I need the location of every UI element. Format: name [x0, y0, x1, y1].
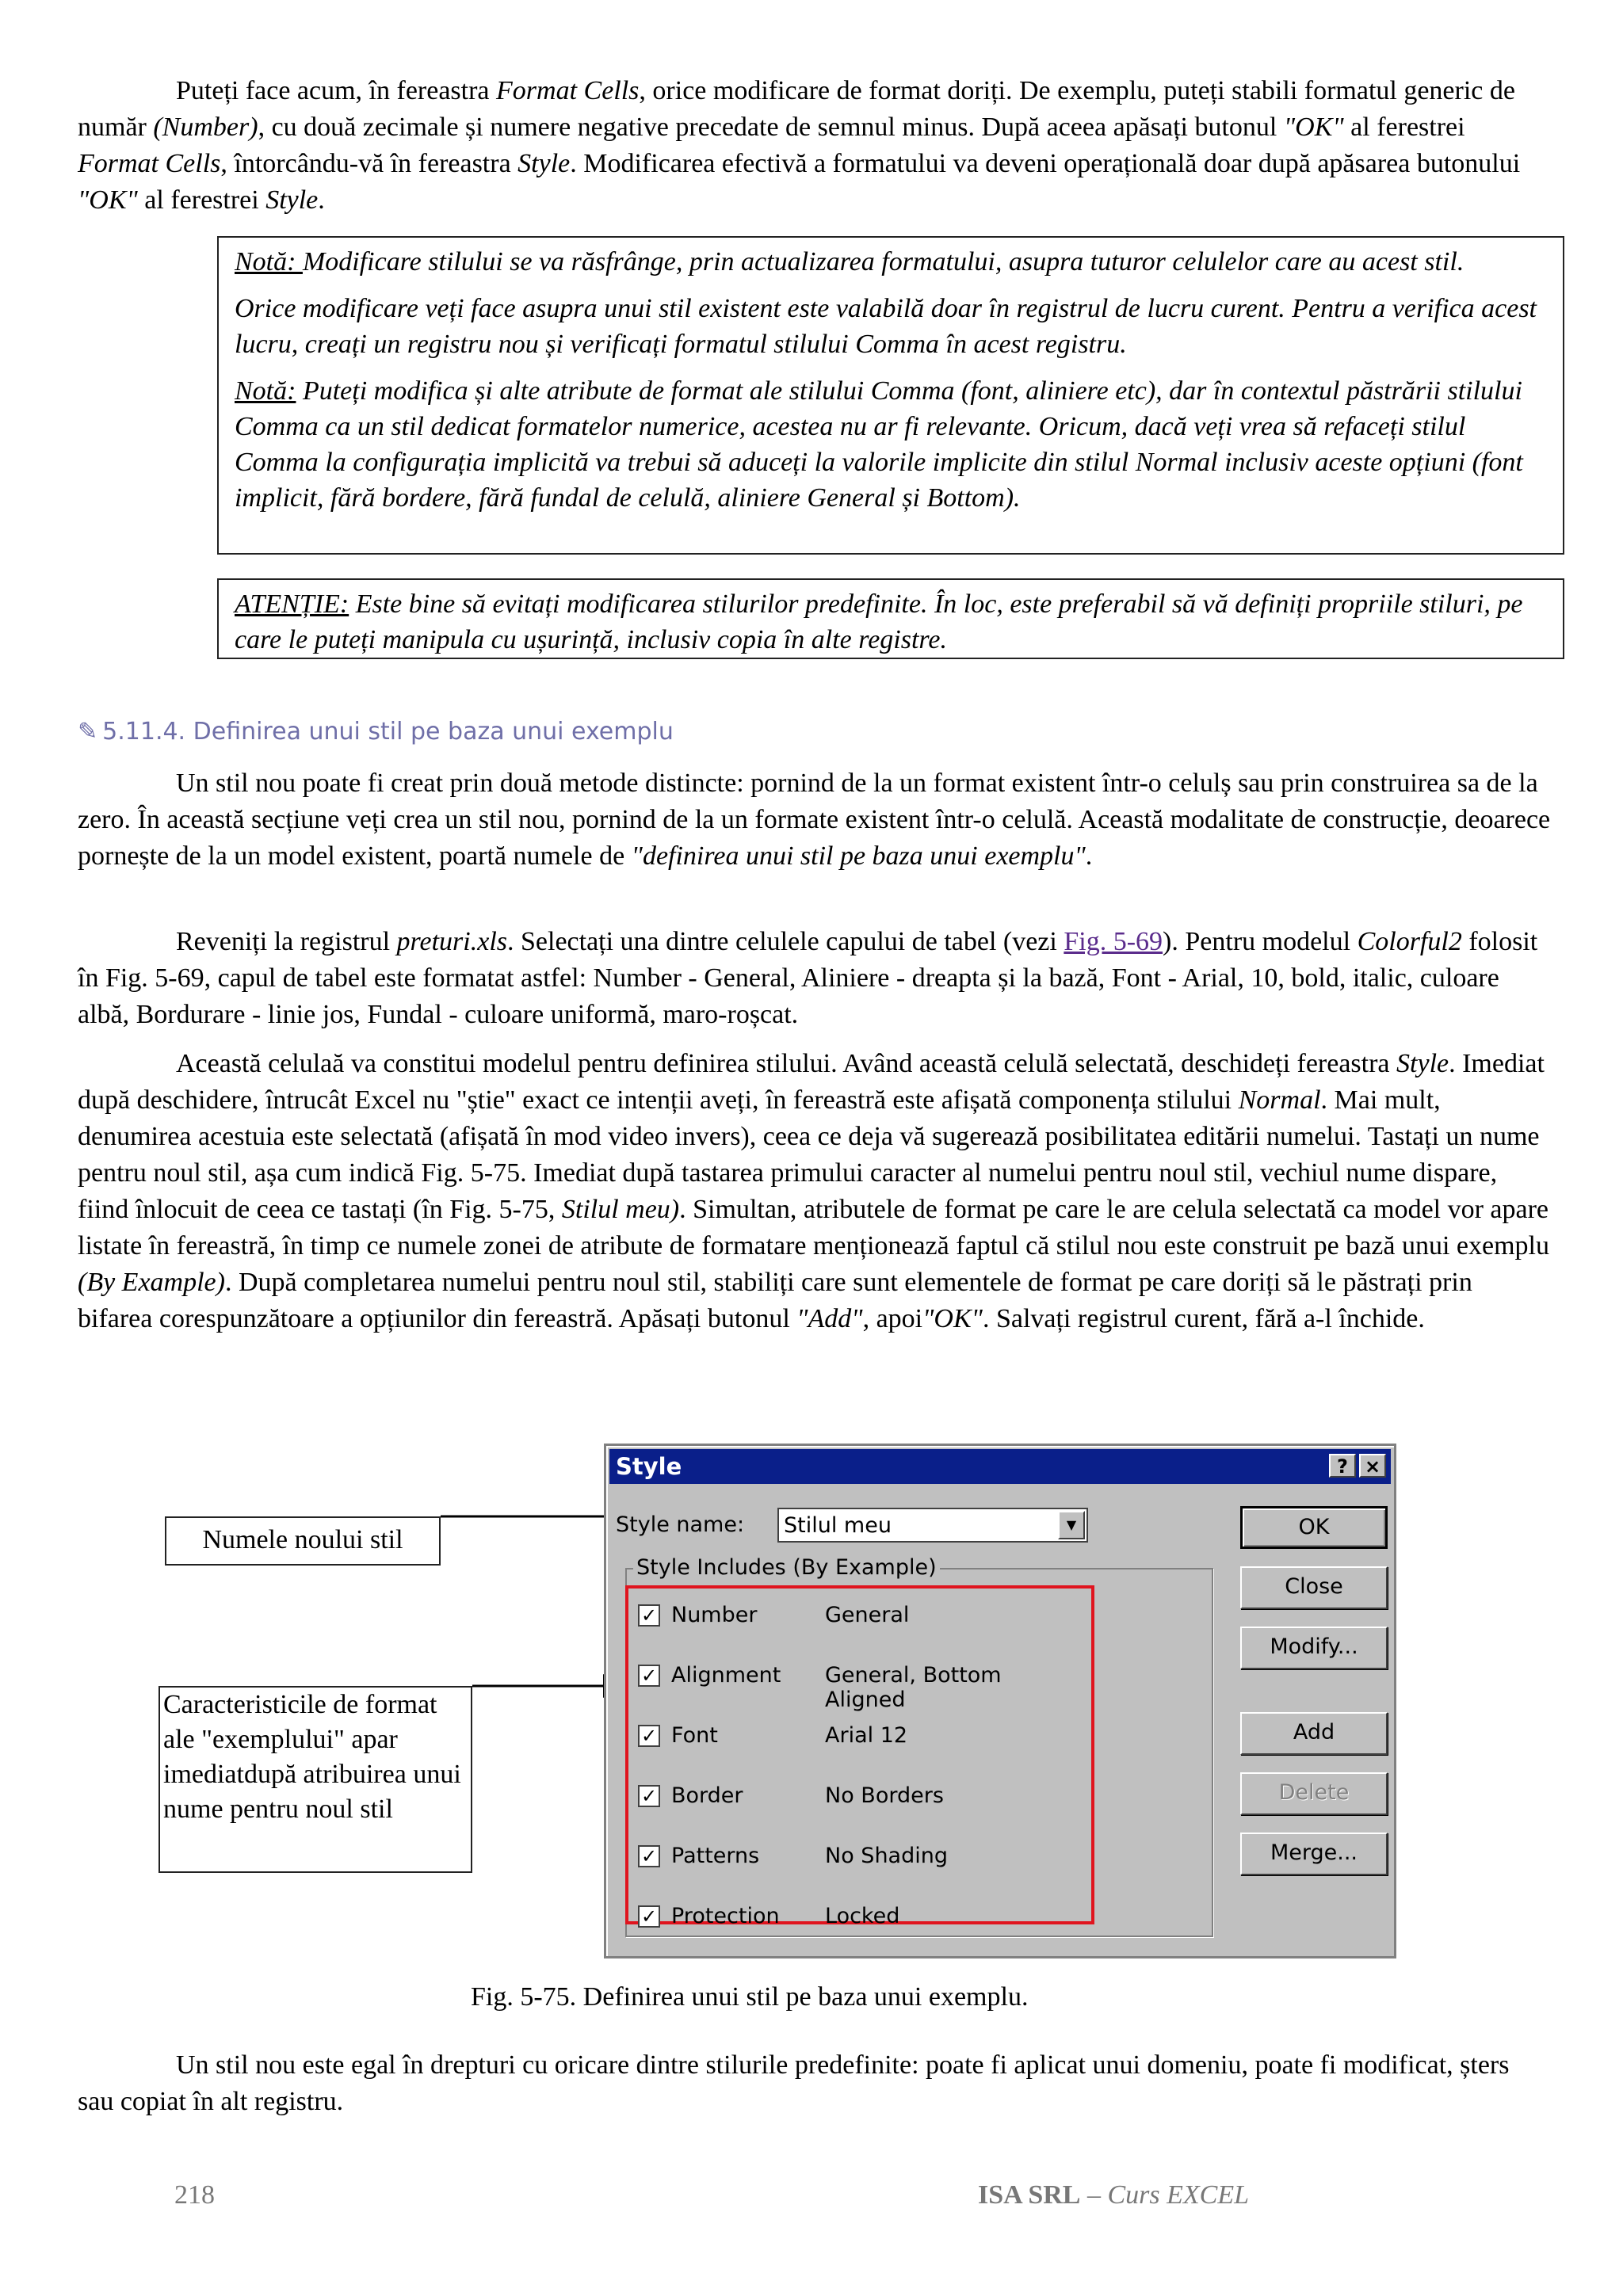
note-label: Notă:: [235, 376, 296, 406]
text-run: al ferestrei: [137, 185, 266, 215]
option-label: Protection: [671, 1904, 780, 1928]
help-button[interactable]: ?: [1329, 1454, 1356, 1478]
text-run: "Add": [796, 1304, 863, 1333]
text-run: , întorcându-vă în fereastra: [220, 149, 518, 178]
text-run: .: [1085, 841, 1093, 871]
text-run: , cu două zecimale și numere negative precedate de semnul minus. După aceea apăsați butonul: [258, 113, 1284, 142]
note-label: Notă:: [235, 247, 303, 277]
text-run: Un stil nou poate fi creat prin două metode distincte: pornind de la un format existent într-o celulș sau prin construirea sa de la zero. În această secțiune veți crea un stil nou, pornind de la un formate existent într-o celulă. Această modalitate de construcție, deoarece pornește de la un model existent, poartă numele de: [78, 769, 1551, 871]
text-run: . Simultan, atributele de format pe care le are celula selectată ca model vor apare listate în fereastră, în timp ce numele zonei de atribute de formatare menționează faptul că stilul nou este construit pe bază unui exemplu: [78, 1195, 1550, 1261]
text-run: , apoi: [862, 1304, 923, 1333]
text-run: folosit în Fig. 5-69, capul de tabel este formatat astfel: Number - General, Aliniere - dreapta și la bază, Font - Arial, 10, bold, italic, culoare albă, Bordurare - linie jos, Fundal - culoare uniformă, maro-roșcat.: [78, 927, 1538, 1029]
text-run: Style: [265, 185, 319, 215]
style-name-combobox[interactable]: [777, 1508, 1088, 1543]
checkbox-checked-icon[interactable]: ✓: [638, 1905, 660, 1928]
section-heading-text: 5.11.4. Definirea unui stil pe baza unui exemplu: [102, 718, 674, 746]
warning-label: ATENȚIE:: [235, 589, 349, 619]
text-run: (By Example): [78, 1268, 225, 1297]
text-run: . Selectați una dintre celulele capului de tabel (vezi: [507, 927, 1064, 956]
option-alignment[interactable]: [638, 1661, 1082, 1712]
note-text: Modificare stilului se va răsfrânge, prin actualizarea formatului, asupra tuturor celulelor care au acest stil.: [302, 247, 1465, 277]
option-value: No Borders: [825, 1783, 944, 1808]
text-run: Normal: [1238, 1085, 1321, 1115]
checkbox-checked-icon[interactable]: ✓: [638, 1725, 660, 1747]
text-run: Format Cells: [496, 76, 640, 105]
text-run: ). Pentru modelul: [1163, 927, 1358, 956]
text-run: "OK": [1283, 113, 1344, 142]
text-run: . Salvați registrul curent, fără a-l închide.: [982, 1304, 1425, 1333]
option-label: Font: [671, 1723, 718, 1748]
text-run: Stilul meu): [561, 1195, 680, 1224]
note-text: Puteți modifica și alte atribute de format ale stilului Comma (font, aliniere etc), dar în contextul păstrării stilului Comma ca un stil dedicat formatelor numerice, acestea nu ar fi relevante. Oricum, dacă veți vrea să refaceți stilul Comma la configurația implicită va trebui să aduceți la valorile implicite din stilul Normal inclusiv aceste opțiuni (font implicit, fără bordere, fără fundal de celulă, aliniere General și Bottom).: [235, 376, 1523, 513]
warning-body: Este bine să evitați modificarea stilurilor predefinite. În loc, este preferabil să vă definiți propriile stiluri, pe care le puteți manipula cu ușurință, inclusiv copia în alte registre.: [235, 589, 1523, 654]
delete-button: Delete: [1240, 1772, 1388, 1815]
option-border[interactable]: [638, 1782, 1082, 1814]
text-run: Reveniți la registrul: [176, 927, 397, 956]
option-value: General: [825, 1603, 910, 1627]
chevron-down-icon[interactable]: ▼: [1058, 1511, 1085, 1539]
figure-caption: Fig. 5-75. Definirea unui stil pe baza unui exemplu.: [471, 1982, 1029, 2012]
callout-text: Caracteristicile de format ale "exemplului" apar imediatdupă atribuirea unui nume pentru noul stil: [163, 1690, 461, 1824]
footer-course: – Curs EXCEL: [1080, 2180, 1250, 2210]
text-run: , orice modificare de format doriți. De exemplu, puteți stabili formatul generic de număr: [78, 76, 1515, 142]
text-run: . Modificarea efectivă a formatului va deveni operațională doar după apăsarea butonului: [570, 149, 1521, 178]
checkbox-checked-icon[interactable]: ✓: [638, 1845, 660, 1867]
option-label: Number: [671, 1603, 758, 1627]
text-run: Puteți face acum, în fereastra: [176, 76, 497, 105]
text-run: Colorful2: [1357, 927, 1462, 956]
text-run: . Imediat după deschidere, întrucât Excel nu "știe" exact ce intenții aveți, în fereastră este afișată componența stilului: [78, 1049, 1545, 1115]
style-name-label: Style name:: [616, 1512, 745, 1537]
text-run: "OK": [78, 185, 138, 215]
add-button[interactable]: Add: [1240, 1712, 1388, 1755]
figure-link[interactable]: Fig. 5-69: [1064, 927, 1163, 956]
text-run: . Mai mult, denumirea acestuia este selectată (afișată în mod video invers), ceea ce deja vă sugerează posibilitatea editării numelui. Tastați un nume pentru noul stil, așa cum indică Fig. 5-75. Imediat după tastarea primului caracter al numelui pentru noul stil, vechiul nume dispare, fiind înlocuit de ceea ce tastați (în Fig. 5-75,: [78, 1085, 1540, 1224]
checkbox-checked-icon[interactable]: ✓: [638, 1665, 660, 1687]
text-run: (Number): [153, 113, 258, 142]
page-number: 218: [174, 2180, 215, 2210]
pencil-icon: ✎: [78, 718, 98, 746]
option-value: Locked: [825, 1904, 900, 1928]
text-run: . După completarea numelui pentru noul stil, stabiliți care sunt elementele de format pe care doriți să le păstrați prin bifarea corespunzătoare a opțiunilor din fereastră. Apăsați butonul: [78, 1268, 1472, 1333]
callout-text: Numele noului stil: [202, 1525, 403, 1554]
closing-paragraph: Un stil nou este egal în drepturi cu oricare dintre stilurile predefinite: poate fi aplicat unui domeniu, poate fi modificat, șters sau copiat în alt registru.: [78, 2050, 1510, 2116]
text-run: "OK": [922, 1304, 983, 1333]
text-run: "definirea unui stil pe baza unui exemplu": [631, 841, 1086, 871]
text-run: preturi.xls: [396, 927, 507, 956]
merge-button[interactable]: Merge...: [1240, 1833, 1388, 1875]
style-includes-label: Style Includes (By Example): [633, 1555, 940, 1580]
style-dialog: [604, 1444, 1396, 1958]
modify-button[interactable]: Modify...: [1240, 1627, 1388, 1669]
style-name-value: Stilul meu: [784, 1513, 892, 1538]
footer-company: ISA SRL: [978, 2180, 1081, 2210]
option-patterns[interactable]: [638, 1842, 1082, 1874]
close-x-button[interactable]: ×: [1359, 1454, 1386, 1478]
text-run: al ferestrei: [1343, 113, 1465, 142]
text-run: Style: [517, 149, 571, 178]
text-run: Această celulaă va constitui modelul pentru definirea stilului. Având această celulă selectată, deschideți fereastra: [176, 1049, 1397, 1078]
dialog-title: Style: [616, 1453, 682, 1480]
option-number[interactable]: [638, 1601, 1082, 1633]
note-text: Orice modificare veți face asupra unui stil existent este valabilă doar în registrul de lucru curent. Pentru a verifica acest lucru, creați un registru nou și verificați formatul stilului Comma în acest registru.: [235, 294, 1537, 359]
text-run: Style: [1396, 1049, 1449, 1078]
ok-button[interactable]: OK: [1240, 1506, 1388, 1549]
option-value: No Shading: [825, 1844, 948, 1868]
option-label: Patterns: [671, 1844, 760, 1868]
checkbox-checked-icon[interactable]: ✓: [638, 1785, 660, 1807]
option-protection[interactable]: [638, 1902, 1082, 1934]
option-label: Border: [671, 1783, 743, 1808]
option-label: Alignment: [671, 1663, 781, 1688]
dialog-titlebar[interactable]: [609, 1449, 1391, 1484]
option-value: Arial 12: [825, 1723, 908, 1748]
footer-brand: [978, 2180, 1249, 2210]
checkbox-checked-icon[interactable]: ✓: [638, 1604, 660, 1627]
text-run: .: [318, 185, 325, 215]
option-value: General, Bottom Aligned: [825, 1663, 1002, 1712]
option-font[interactable]: [638, 1722, 1082, 1753]
close-button[interactable]: Close: [1240, 1566, 1388, 1609]
text-run: Format Cells: [78, 149, 221, 178]
